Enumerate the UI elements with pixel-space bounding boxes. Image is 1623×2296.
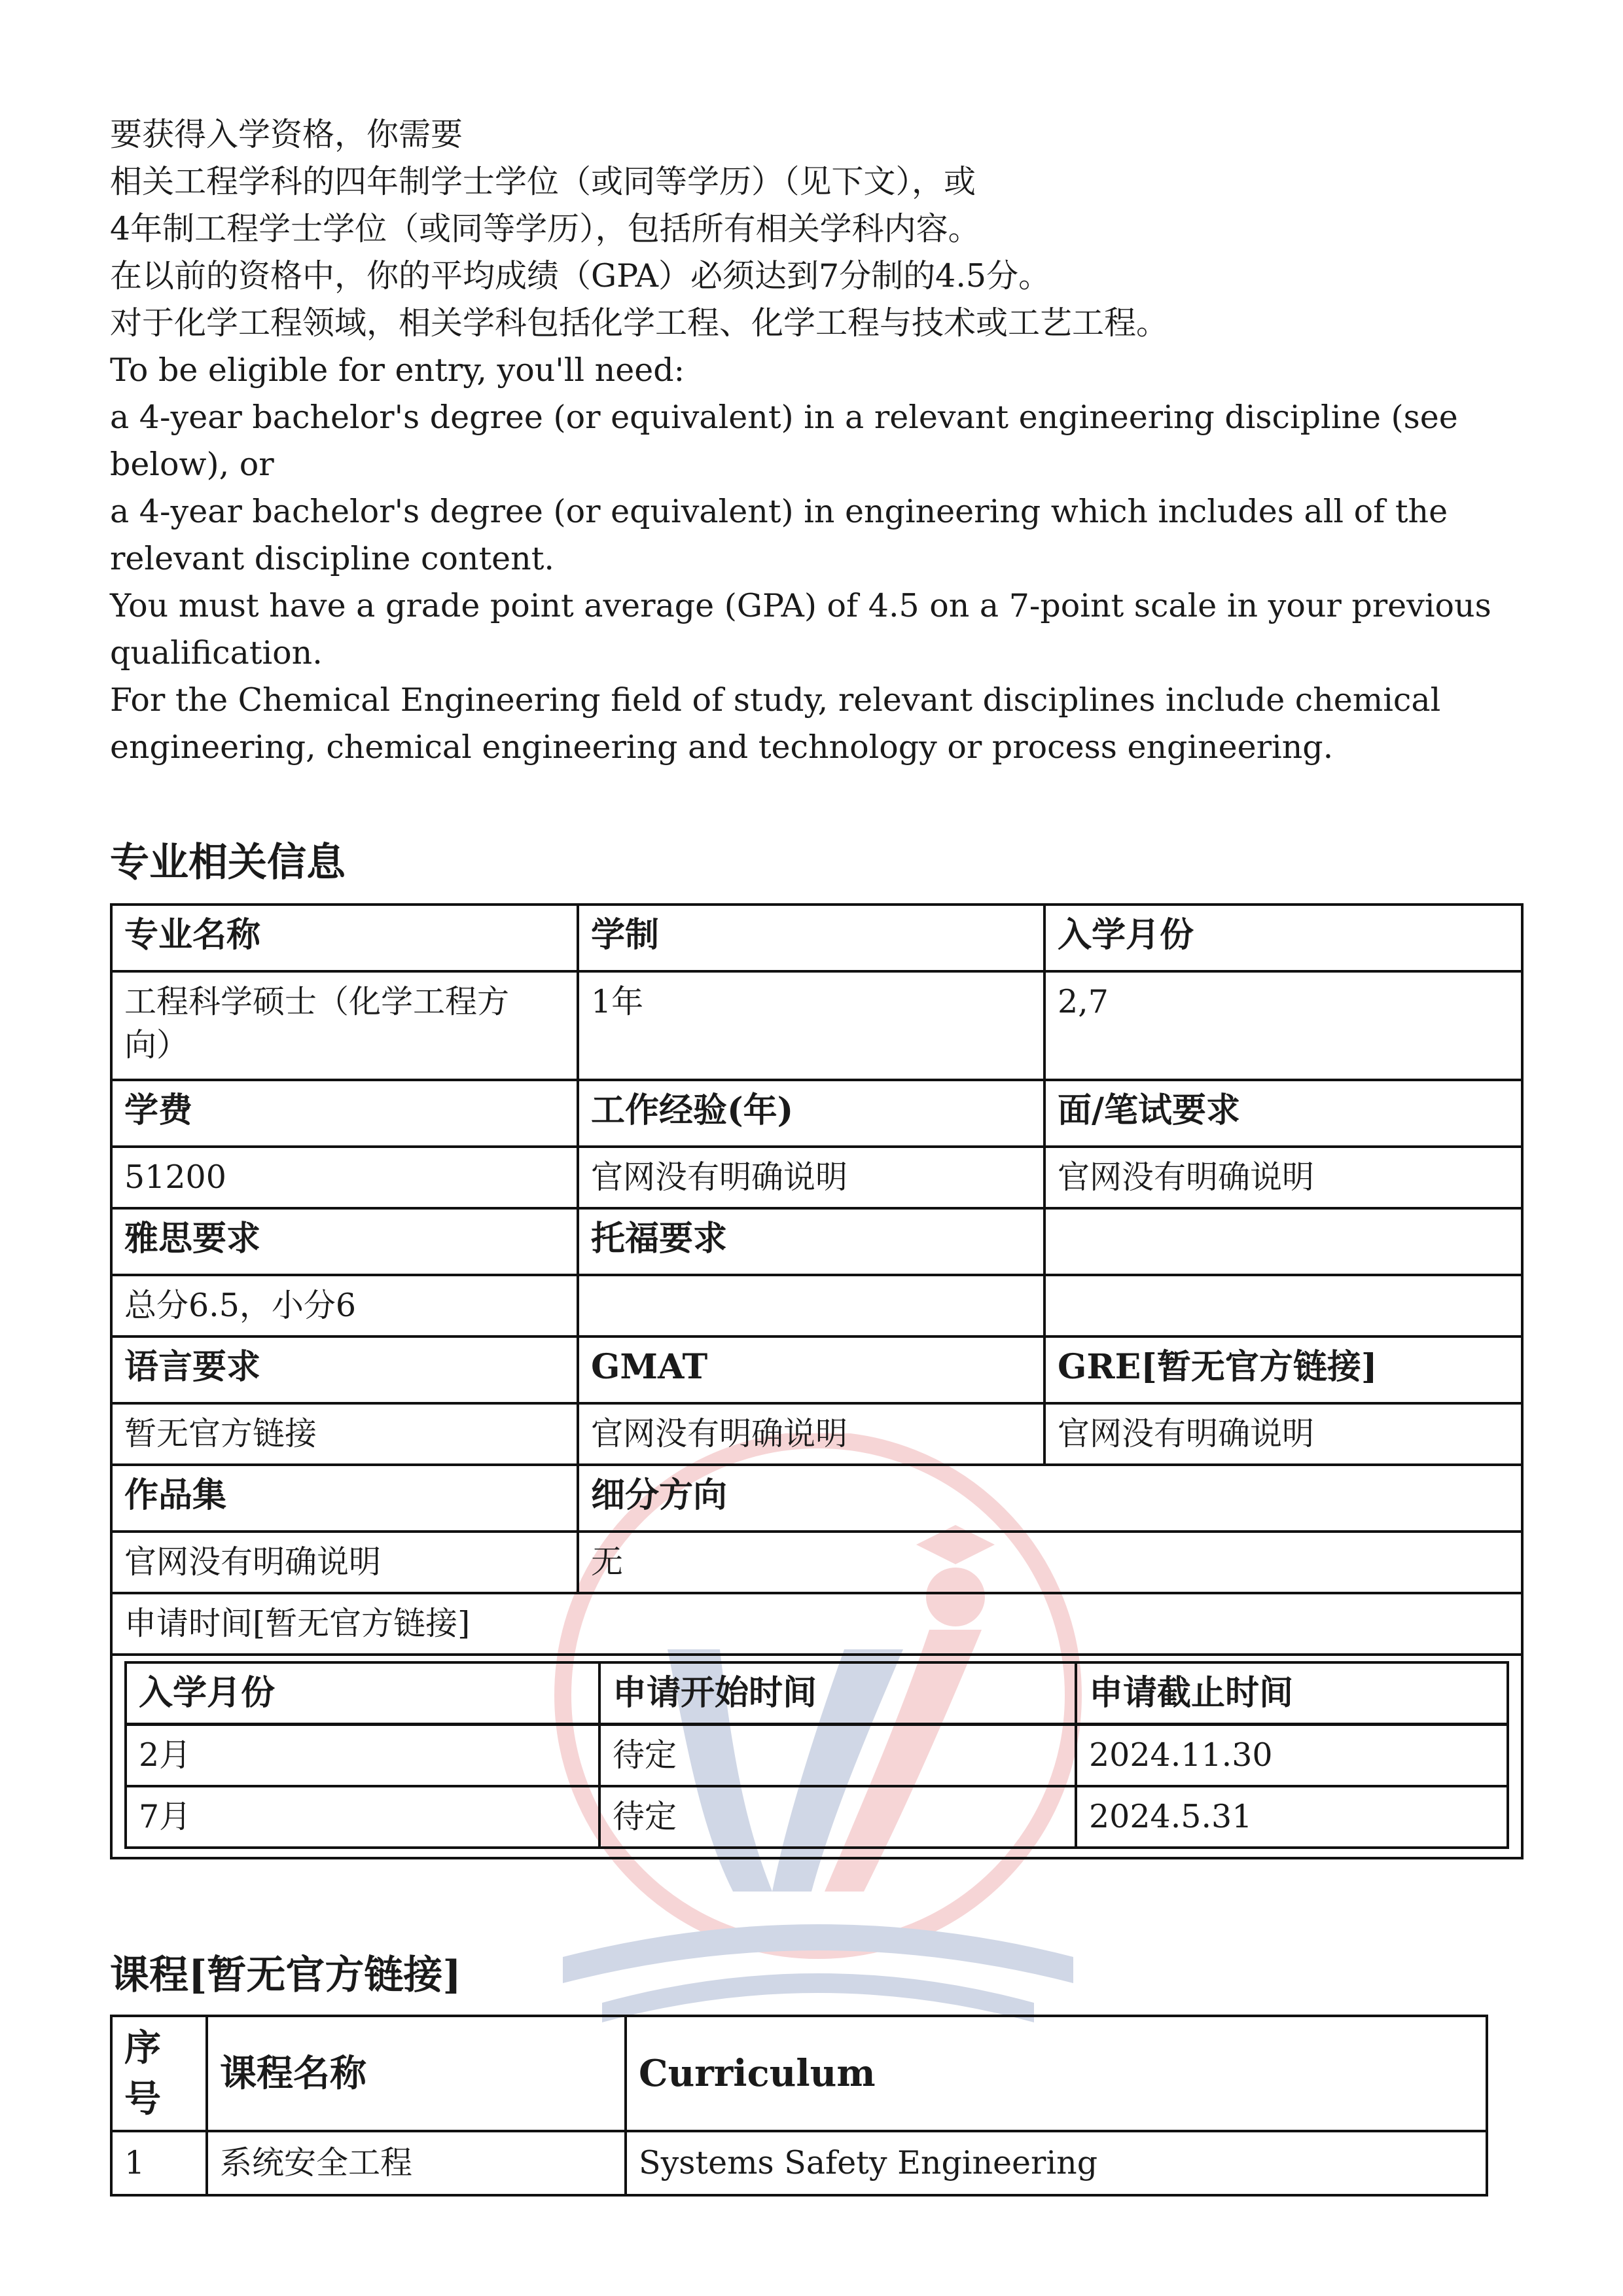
header-cell: 学制 — [578, 905, 1044, 971]
interview-requirement-value: 官网没有明确说明 — [1044, 1147, 1522, 1208]
header-cell: 课程名称 — [207, 2016, 626, 2131]
intro-en-line: To be eligible for entry, you'll need: — [110, 351, 685, 389]
schedule-deadline: 2024.11.30 — [1076, 1725, 1508, 1787]
header-cell: GRE[暂无官方链接] — [1044, 1336, 1522, 1403]
table-row — [111, 1147, 1522, 1208]
table-row — [111, 1465, 1522, 1532]
header-cell: 雅思要求 — [111, 1208, 578, 1275]
table-row — [111, 1275, 1522, 1336]
header-cell: 细分方向 — [578, 1465, 1522, 1532]
table-row — [126, 1786, 1508, 1848]
language-requirement-value: 暂无官方链接 — [111, 1403, 578, 1465]
header-cell: 申请开始时间 — [599, 1662, 1076, 1725]
eligibility-intro — [110, 111, 1524, 771]
table-row — [111, 2016, 1487, 2131]
intro-en-line: You must have a grade point average (GPA) of 4.5 on a 7-point scale in your previous qualification. — [110, 587, 1491, 672]
table-row — [111, 971, 1522, 1080]
course-index: 1 — [111, 2131, 207, 2195]
program-section-title: 专业相关信息 — [110, 840, 346, 886]
table-row — [111, 1593, 1522, 1655]
header-cell: 学费 — [111, 1080, 578, 1147]
intro-zh-line: 要获得入学资格，你需要 — [110, 116, 463, 153]
gre-value: 官网没有明确说明 — [1044, 1403, 1522, 1465]
header-cell — [1044, 1208, 1522, 1275]
table-row — [111, 1336, 1522, 1403]
toefl-value — [578, 1275, 1044, 1336]
table-row — [111, 1532, 1522, 1593]
intro-en-line: a 4-year bachelor's degree (or equivalent) in a relevant engineering discipline (see below), or — [110, 399, 1458, 483]
ielts-value: 总分6.5，小分6 — [111, 1275, 578, 1336]
intro-zh-line: 相关工程学科的四年制学士学位（或同等学历）（见下文），或 — [110, 163, 976, 200]
table-row — [111, 1208, 1522, 1275]
schedule-cell — [111, 1655, 1522, 1858]
schedule-month: 7月 — [126, 1786, 599, 1848]
header-cell: 申请截止时间 — [1076, 1662, 1508, 1725]
table-row — [126, 1662, 1508, 1725]
schedule-start: 待定 — [599, 1786, 1076, 1848]
schedule-month: 2月 — [126, 1725, 599, 1787]
table-row — [111, 2131, 1487, 2195]
header-cell: 语言要求 — [111, 1336, 578, 1403]
course-table — [110, 2015, 1488, 2197]
work-experience-value: 官网没有明确说明 — [578, 1147, 1044, 1208]
course-name-zh: 系统安全工程 — [207, 2131, 626, 2195]
intro-zh-line: 4年制工程学士学位（或同等学历），包括所有相关学科内容。 — [110, 210, 980, 247]
header-cell: Curriculum — [626, 2016, 1487, 2131]
header-cell: 序号 — [111, 2016, 207, 2131]
table-row — [111, 905, 1522, 971]
application-schedule-table — [124, 1661, 1509, 1849]
specialization-value: 无 — [578, 1532, 1522, 1593]
table-row — [111, 1403, 1522, 1465]
course-section-title: 课程[暂无官方链接] — [110, 1952, 461, 1998]
course-name-en: Systems Safety Engineering — [626, 2131, 1487, 2195]
program-name-value: 工程科学硕士（化学工程方向） — [111, 971, 578, 1080]
header-cell: 入学月份 — [1044, 905, 1522, 971]
intake-month-value: 2,7 — [1044, 971, 1522, 1080]
header-cell: 工作经验(年) — [578, 1080, 1044, 1147]
header-cell: 托福要求 — [578, 1208, 1044, 1275]
duration-value: 1年 — [578, 971, 1044, 1080]
intro-en-line: a 4-year bachelor's degree (or equivalent) in engineering which includes all of the relevant discipline content. — [110, 493, 1448, 577]
application-time-label: 申请时间[暂无官方链接] — [111, 1593, 1522, 1655]
tuition-value: 51200 — [111, 1147, 578, 1208]
header-cell: 作品集 — [111, 1465, 578, 1532]
header-cell: GMAT — [578, 1336, 1044, 1403]
table-row — [111, 1080, 1522, 1147]
intro-zh-line: 对于化学工程领域，相关学科包括化学工程、化学工程与技术或工艺工程。 — [110, 304, 1169, 342]
header-cell: 入学月份 — [126, 1662, 599, 1725]
portfolio-value: 官网没有明确说明 — [111, 1532, 578, 1593]
intro-zh-line: 在以前的资格中，你的平均成绩（GPA）必须达到7分制的4.5分。 — [110, 257, 1051, 295]
intro-en-line: For the Chemical Engineering field of study, relevant disciplines include chemical engineering, chemical engineering and technology or process engineering. — [110, 681, 1441, 766]
schedule-start: 待定 — [599, 1725, 1076, 1787]
header-cell: 面/笔试要求 — [1044, 1080, 1522, 1147]
program-info-table — [110, 903, 1524, 1859]
gmat-value: 官网没有明确说明 — [578, 1403, 1044, 1465]
header-cell: 专业名称 — [111, 905, 578, 971]
table-row — [126, 1725, 1508, 1787]
table-row — [111, 1655, 1522, 1858]
schedule-deadline: 2024.5.31 — [1076, 1786, 1508, 1848]
empty-cell — [1044, 1275, 1522, 1336]
